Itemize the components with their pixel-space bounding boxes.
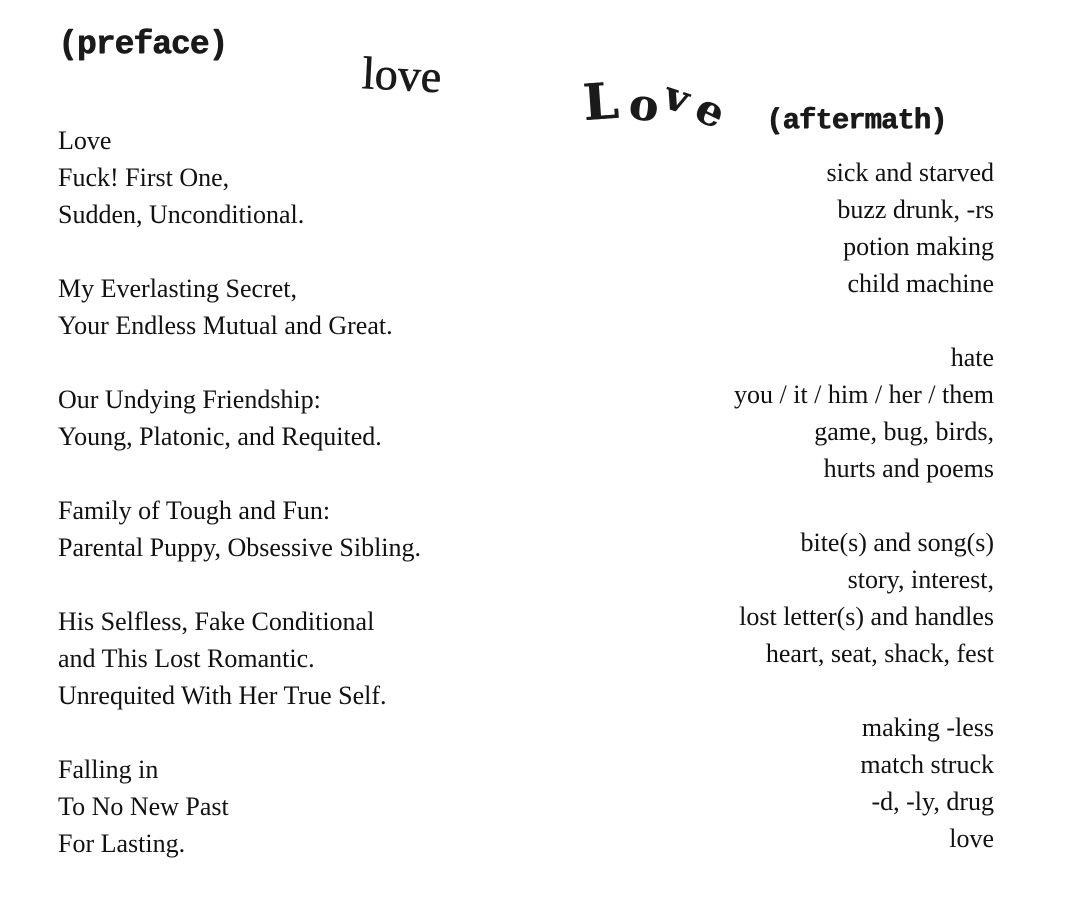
left-poem-line: Your Endless Mutual and Great. [58,311,393,340]
heading-aftermath: (aftermath) [766,104,947,137]
right-poem-line: story, interest, [847,565,994,594]
heading-love-lowercase: love [360,47,443,103]
left-poem-line: and This Lost Romantic. [58,644,315,673]
left-poem-line: Our Undying Friendship: [58,385,321,414]
stanza-break [734,302,994,339]
right-poem-line: sick and starved [826,158,994,187]
stanza-break [734,487,994,524]
heading-love-letter-e: e [687,82,734,139]
right-poem-line: -d, -ly, drug [871,787,994,816]
left-poem-line: Family of Tough and Fun: [58,496,331,525]
stanza-break [58,566,421,603]
left-poem-line: Parental Puppy, Obsessive Sibling. [58,533,422,562]
left-poem-line: My Everlasting Secret, [58,274,297,303]
right-poem-line: heart, seat, shack, fest [765,639,994,668]
right-poem-line: hate [950,343,994,372]
left-poem-line: His Selfless, Fake Conditional [58,607,375,636]
right-poem-line: making -less [861,713,994,742]
heading-love-capitalized [580,70,753,139]
right-poem-line: bite(s) and song(s) [800,528,994,557]
right-poem-line: game, bug, birds, [814,417,994,446]
heading-love-letter-v: v [658,71,695,124]
right-poem-line: lost letter(s) and handles [739,602,994,631]
right-poem-line: child machine [847,269,994,298]
poem-right-column [734,154,994,857]
stanza-break [734,672,994,709]
left-poem-line: Young, Platonic, and Requited. [58,422,382,451]
left-poem-line: Fuck! First One, [58,163,230,192]
right-poem-line: match struck [860,750,994,779]
right-poem-line: love [949,824,994,853]
left-poem-line: Unrequited With Her True Self. [58,681,387,710]
left-poem-line: Sudden, Unconditional. [58,200,305,229]
left-poem-line: To No New Past [58,792,229,821]
stanza-break [58,344,421,381]
right-poem-line: hurts and poems [823,454,994,483]
stanza-break [58,455,421,492]
left-poem-line: Love [58,126,112,155]
right-poem-line: potion making [843,232,994,261]
poem-left-column [58,122,421,862]
right-poem-line: you / it / him / her / them [734,380,994,409]
stanza-break [58,714,421,751]
heading-love-letter-l: L [580,70,621,133]
heading-love-letter-o: o [626,78,661,133]
left-poem-line: Falling in [58,755,159,784]
right-poem-line: buzz drunk, -rs [837,195,994,224]
stanza-break [58,233,421,270]
left-poem-line: For Lasting. [58,829,186,858]
heading-preface: (preface) [58,26,228,63]
